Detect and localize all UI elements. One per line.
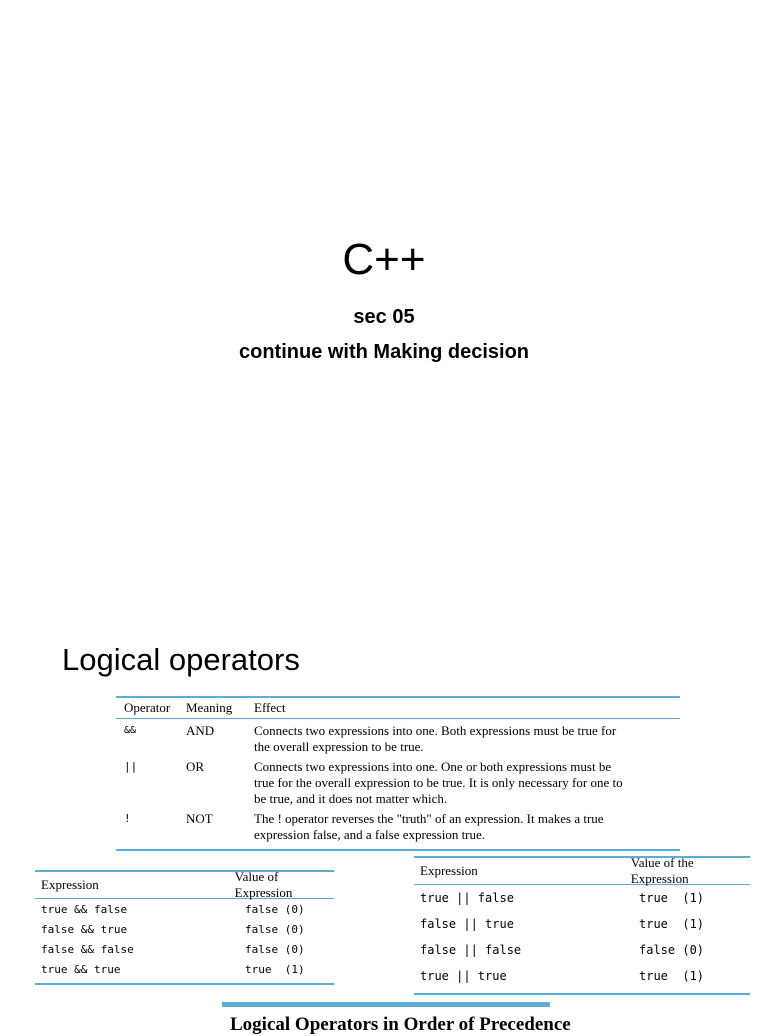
slide-title: C++ bbox=[342, 235, 426, 284]
table-row bbox=[35, 899, 334, 919]
table-row bbox=[414, 885, 750, 911]
effect-line: the overall expression to be true. bbox=[254, 739, 424, 754]
table-row bbox=[414, 911, 750, 937]
table-bottom-rule bbox=[116, 849, 680, 851]
header-operator: Operator bbox=[124, 700, 171, 715]
expression-cell: false && true bbox=[41, 922, 128, 936]
header-effect: Effect bbox=[254, 700, 286, 715]
expression-cell: false && false bbox=[41, 942, 134, 956]
table-row bbox=[35, 919, 334, 939]
value-cell: true (1) bbox=[245, 962, 305, 976]
and-truth-table bbox=[35, 870, 334, 985]
table-header-row bbox=[116, 698, 680, 719]
operator-symbol: ! bbox=[124, 812, 131, 825]
table-bottom-rule bbox=[35, 983, 334, 985]
operator-effect bbox=[254, 759, 674, 807]
value-cell: false (0) bbox=[245, 922, 305, 936]
operators-table bbox=[116, 696, 680, 851]
expression-cell: true && true bbox=[41, 962, 121, 976]
table-row bbox=[35, 959, 334, 979]
header-meaning: Meaning bbox=[186, 700, 233, 715]
header-expression: Expression bbox=[41, 877, 99, 892]
expression-cell: true && false bbox=[41, 902, 128, 916]
operator-meaning: OR bbox=[186, 759, 205, 774]
effect-line: Connects two expressions into one. Both expressions must be true for bbox=[254, 723, 617, 738]
expression-cell: true || true bbox=[420, 969, 507, 983]
value-cell: false (0) bbox=[245, 942, 305, 956]
value-cell: false (0) bbox=[639, 943, 705, 957]
or-truth-table bbox=[414, 856, 750, 995]
slide-subtitle-section: sec 05 bbox=[353, 306, 415, 328]
logical-operators-slide bbox=[0, 620, 768, 1035]
operator-effect bbox=[254, 723, 674, 755]
effect-line: Connects two expressions into one. One or both expressions must be bbox=[254, 759, 612, 774]
operator-meaning: AND bbox=[186, 723, 215, 738]
operator-effect bbox=[254, 811, 674, 843]
table-row bbox=[116, 811, 680, 843]
effect-line: true for the overall expression to be true. It is only necessary for one to bbox=[254, 775, 623, 790]
expression-cell: false || false bbox=[420, 943, 522, 957]
expression-cell: false || true bbox=[420, 917, 514, 931]
header-expression: Expression bbox=[420, 863, 478, 878]
slide-heading: Logical operators bbox=[62, 642, 300, 677]
precedence-table-top-rule bbox=[222, 1002, 550, 1007]
table-header-row bbox=[414, 855, 750, 886]
table-row bbox=[414, 937, 750, 963]
operator-meaning: NOT bbox=[186, 811, 213, 826]
table-bottom-rule bbox=[414, 993, 750, 995]
effect-line: be true, and it does not matter which. bbox=[254, 791, 448, 806]
header-value: Value of the Expression bbox=[630, 855, 694, 886]
effect-line: expression false, and a false expression true. bbox=[254, 827, 486, 842]
operator-symbol: || bbox=[124, 760, 138, 773]
value-cell: false (0) bbox=[245, 902, 305, 916]
table-row bbox=[414, 963, 750, 989]
value-cell: true (1) bbox=[639, 969, 705, 983]
precedence-table-title: Logical Operators in Order of Precedence bbox=[230, 1014, 571, 1035]
value-cell: true (1) bbox=[639, 917, 705, 931]
table-row bbox=[116, 723, 680, 755]
table-row bbox=[116, 759, 680, 807]
table-row bbox=[35, 939, 334, 959]
expression-cell: true || false bbox=[420, 891, 514, 905]
header-value: Value of Expression bbox=[234, 869, 293, 900]
operator-symbol: && bbox=[124, 725, 137, 736]
effect-line: The ! operator reverses the "truth" of an expression. It makes a true bbox=[254, 811, 604, 826]
table-header-row bbox=[35, 869, 334, 900]
slide-subtitle-topic: continue with Making decision bbox=[238, 341, 530, 363]
value-cell: true (1) bbox=[639, 891, 705, 905]
